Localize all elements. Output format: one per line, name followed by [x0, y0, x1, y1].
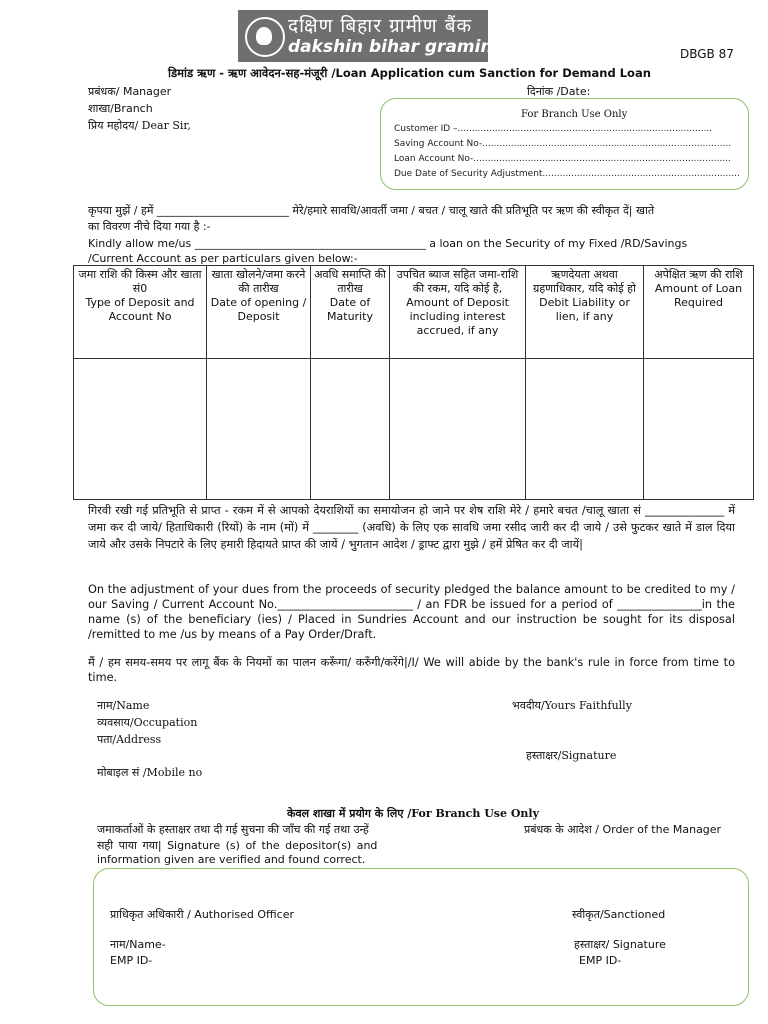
request-hindi-line1: कृपया मुझें / हमें ________________________ मेरे/हमारे सावधि/आवर्ती जमा / बचत / चालू खाते की प्रतिभूति पर ऋण की स्वीकृत दें| खाते	[88, 204, 655, 217]
applicant-signature-label: हस्ताक्षर/Signature	[526, 749, 617, 762]
order-of-manager: प्रबंधक के आदेश / Order of the Manager	[524, 823, 722, 836]
verified-line2: सही पाया गया| Signature (s) of the depositor(s) and	[97, 839, 378, 852]
deposit-details-table	[73, 265, 754, 500]
column-header: अपेक्षित ऋण की राशि Amount of Loan Required	[644, 266, 754, 359]
table-cell[interactable]	[207, 359, 311, 500]
authorised-officer-label: प्राधिकृत अधिकारी / Authorised Officer	[110, 908, 294, 921]
salutation: प्रिय महोदय/ Dear Sir,	[88, 119, 191, 132]
adjustment-english-paragraph: On the adjustment of your dues from the proceeds of security pledged the balance amount to be credited to my / our Saving / Current Account No.________________________ / an FDR be issued for a period of _______________in the name (s) of the beneficiary (ies) / Placed in Sundries Account and our instruction be sought for its disposal /remitted to me /us by means of a Pay Order/Draft.	[88, 583, 735, 641]
branch-section-heading: केवल शाखा में प्रयोग के लिए /For Branch Use Only	[287, 807, 539, 820]
form-code: DBGB 87	[680, 47, 734, 61]
table-header-row	[74, 266, 754, 359]
table-row	[74, 359, 754, 500]
table-cell[interactable]	[74, 359, 207, 500]
saving-account-field[interactable]: Saving Account No-.......................................................................................	[394, 139, 732, 149]
bank-logo	[238, 10, 546, 62]
column-header: खाता खोलने/जमा करने की तारीख Date of opening / Deposit	[207, 266, 311, 359]
verified-line3: information given are verified and found correct.	[97, 853, 366, 866]
officer-emp-id-label: EMP ID-	[110, 954, 153, 967]
request-hindi-line2: का विवरण नीचे दिया गया है :-	[88, 220, 211, 233]
officer-name-label: नाम/Name-	[110, 938, 166, 951]
table-cell[interactable]	[644, 359, 754, 500]
verified-line1: जमाकर्ताओं के हस्ताक्षर तथा दी गई सुचना की जाँच की गई तथा उन्हें	[97, 823, 369, 836]
adjustment-hindi-paragraph: गिरवी रखी गई प्रतिभूति से प्राप्त - रकम में से आपको देयराशियों का समायोजन हो जाने पर शेष राशि मेरे / हमारे बचत /चालू खाता सं ______________ में जमा कर दी जाये/ हिताधिकारी (रियों) के नाम (मों) में ________ (अवधि) के लिए एक सावधि जमा रसीद जारी कर दी जाये / उसे फुटकर खाते में डाल दिया जाये और उसके निपटारे के लिए हमारी हिदायते प्राप्त की जायें / भुगतान आदेश / ड्राफ्ट द्वारा मुझे / हमें प्रेषित कर दी जायें|	[88, 504, 735, 551]
branch-use-heading: For Branch Use Only	[521, 109, 628, 120]
request-english-line1: Kindly allow me/us __________________________________________ a loan on the Security of my Fixed /RD/Savings	[88, 237, 688, 250]
branch-label: शाखा/Branch	[88, 102, 153, 115]
manager-emp-id-label: EMP ID-	[579, 954, 622, 967]
form-title: डिमांड ऋण - ऋण आवेदन-सह-मंजूरी /Loan Application cum Sanction for Demand Loan	[168, 66, 651, 80]
table-cell[interactable]	[390, 359, 526, 500]
address-label: पता/Address	[97, 733, 162, 746]
sanctioned-label: स्वीकृत/Sanctioned	[572, 908, 666, 921]
mobile-label: मोबाइल सं /Mobile no	[97, 766, 203, 779]
loan-account-field[interactable]: Loan Account No-..........................................................................................	[394, 154, 731, 164]
abide-statement: मैं / हम समय-समय पर लागू बैंक के नियमों का पालन करूँगा/ करुँगी/करेंगे|/I/ We will abide by the bank's rule in force from time to time.	[88, 656, 735, 684]
occupation-label: व्यवसाय/Occupation	[97, 716, 198, 729]
request-english-line2: /Current Account as per particulars given below:-	[88, 252, 358, 265]
column-header: अवधि समाप्ति की तारीख Date of Maturity	[311, 266, 390, 359]
customer-id-field[interactable]: Customer ID –.........................................................................................	[394, 124, 713, 134]
column-header: उपचित ब्याज सहित जमा-राशि की रकम, यदि कोई है, Amount of Deposit including interest accrued, if any	[390, 266, 526, 359]
bank-emblem-icon	[245, 17, 285, 57]
column-header: जमा राशि की किस्म और खाता सं0 Type of Deposit and Account No	[74, 266, 207, 359]
bank-name-hindi: दक्षिण बिहार ग्रामीण बैंक	[288, 15, 473, 37]
table-cell[interactable]	[311, 359, 390, 500]
manager-signature-label: हस्ताक्षर/ Signature	[574, 938, 666, 951]
bank-name-english: dakshin bihar gramin bank	[288, 37, 546, 57]
column-header: ऋणदेयता अथवा ग्रहणाधिकार, यदि कोई हो Debit Liability or lien, if any	[526, 266, 644, 359]
table-cell[interactable]	[526, 359, 644, 500]
yours-faithfully: भवदीय/Yours Faithfully	[512, 699, 632, 712]
manager-label: प्रबंधक/ Manager	[88, 85, 172, 98]
due-date-field[interactable]: Due Date of Security Adjustment.....................................................................	[394, 169, 740, 179]
date-label: दिनांक /Date:	[527, 85, 591, 98]
name-label: नाम/Name	[97, 699, 150, 712]
